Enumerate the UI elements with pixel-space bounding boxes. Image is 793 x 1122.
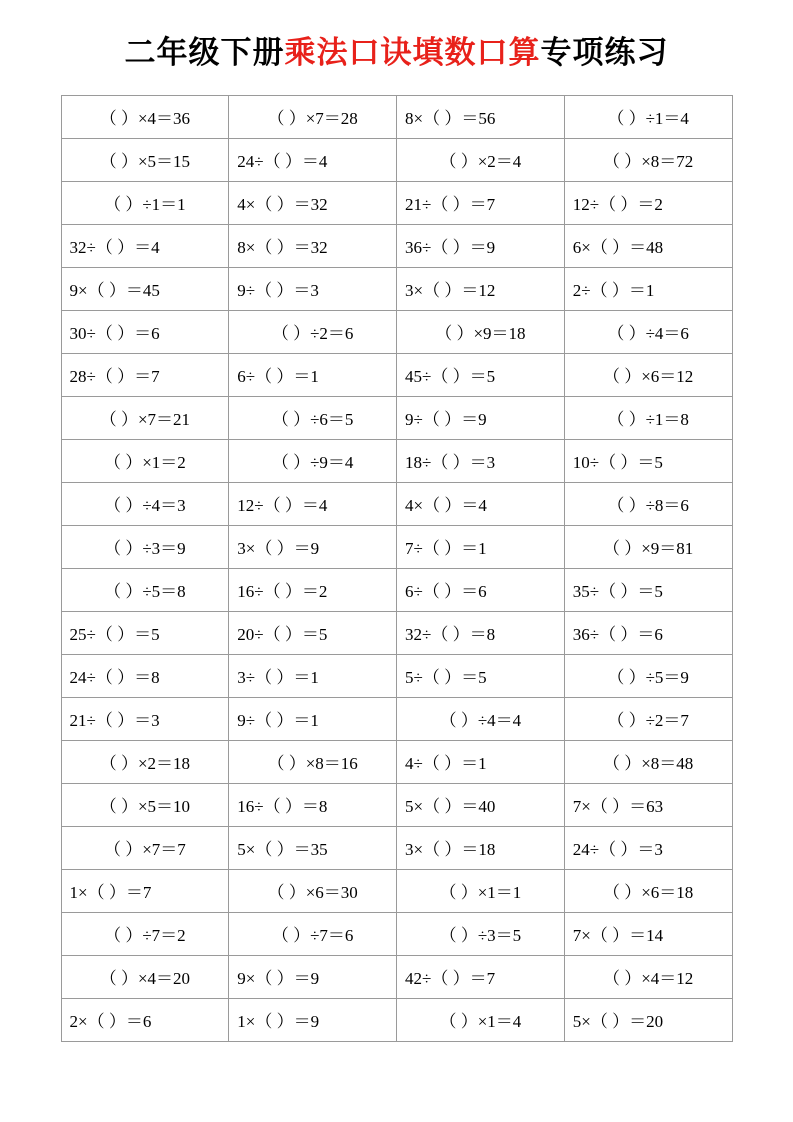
problem-cell[interactable]: 9÷（ ）＝3 (229, 267, 397, 310)
problem-cell[interactable]: 4÷（ ）＝1 (397, 740, 565, 783)
table-row (61, 138, 732, 181)
title-tail: 专项练习 (540, 35, 669, 70)
problem-cell[interactable]: （ ）×6＝30 (229, 869, 397, 912)
problem-cell[interactable]: 9×（ ）＝45 (61, 267, 229, 310)
problem-cell[interactable]: （ ）÷4＝6 (564, 310, 732, 353)
problem-cell[interactable]: 2×（ ）＝6 (61, 998, 229, 1041)
problem-cell[interactable]: 6÷（ ）＝1 (229, 353, 397, 396)
problem-cell[interactable]: 9÷（ ）＝1 (229, 697, 397, 740)
problem-cell[interactable]: （ ）×7＝21 (61, 396, 229, 439)
problem-cell[interactable]: 6÷（ ）＝6 (397, 568, 565, 611)
problem-cell[interactable]: （ ）÷5＝8 (61, 568, 229, 611)
table-row (61, 869, 732, 912)
problem-cell[interactable]: 5×（ ）＝40 (397, 783, 565, 826)
problem-cell[interactable]: （ ）×6＝12 (564, 353, 732, 396)
problem-cell[interactable]: （ ）÷4＝4 (397, 697, 565, 740)
problem-cell[interactable]: 4×（ ）＝4 (397, 482, 565, 525)
table-row (61, 353, 732, 396)
problem-cell[interactable]: （ ）×1＝1 (397, 869, 565, 912)
problem-cell[interactable]: 8×（ ）＝56 (397, 95, 565, 138)
problem-cell[interactable]: 16÷（ ）＝8 (229, 783, 397, 826)
problem-cell[interactable]: 7×（ ）＝14 (564, 912, 732, 955)
problem-cell[interactable]: 36÷（ ）＝6 (564, 611, 732, 654)
problem-cell[interactable]: （ ）×2＝18 (61, 740, 229, 783)
table-row (61, 525, 732, 568)
problem-cell[interactable]: 9÷（ ）＝9 (397, 396, 565, 439)
title-accent: 乘法口诀填数口算 (284, 35, 541, 70)
problem-cell[interactable]: （ ）×5＝15 (61, 138, 229, 181)
title-lead: 二年级下册 (124, 35, 285, 70)
problem-cell[interactable]: 24÷（ ）＝3 (564, 826, 732, 869)
page-title (56, 34, 737, 73)
problem-cell[interactable]: 5÷（ ）＝5 (397, 654, 565, 697)
table-row (61, 740, 732, 783)
problem-cell[interactable]: 30÷（ ）＝6 (61, 310, 229, 353)
problems-table (61, 95, 733, 1042)
table-row (61, 955, 732, 998)
problem-cell[interactable]: （ ）×5＝10 (61, 783, 229, 826)
problem-cell[interactable]: 10÷（ ）＝5 (564, 439, 732, 482)
table-row (61, 783, 732, 826)
problem-cell[interactable]: （ ）÷7＝6 (229, 912, 397, 955)
problem-cell[interactable]: 12÷（ ）＝2 (564, 181, 732, 224)
problem-cell[interactable]: 21÷（ ）＝7 (397, 181, 565, 224)
problem-cell[interactable]: 21÷（ ）＝3 (61, 697, 229, 740)
problem-cell[interactable]: 24÷（ ）＝8 (61, 654, 229, 697)
problem-cell[interactable]: 18÷（ ）＝3 (397, 439, 565, 482)
problem-cell[interactable]: 45÷（ ）＝5 (397, 353, 565, 396)
problem-cell[interactable]: 7×（ ）＝63 (564, 783, 732, 826)
problem-cell[interactable]: 3×（ ）＝9 (229, 525, 397, 568)
problem-cell[interactable]: （ ）×4＝36 (61, 95, 229, 138)
problem-cell[interactable]: 3×（ ）＝12 (397, 267, 565, 310)
table-row (61, 396, 732, 439)
problem-cell[interactable]: 8×（ ）＝32 (229, 224, 397, 267)
problem-cell[interactable]: （ ）×9＝18 (397, 310, 565, 353)
problem-cell[interactable]: 6×（ ）＝48 (564, 224, 732, 267)
problem-cell[interactable]: （ ）×4＝12 (564, 955, 732, 998)
problem-cell[interactable]: （ ）÷8＝6 (564, 482, 732, 525)
table-row (61, 998, 732, 1041)
problem-cell[interactable]: （ ）÷6＝5 (229, 396, 397, 439)
table-row (61, 310, 732, 353)
table-row (61, 697, 732, 740)
problem-cell[interactable]: 7÷（ ）＝1 (397, 525, 565, 568)
problem-cell[interactable]: 32÷（ ）＝8 (397, 611, 565, 654)
problem-cell[interactable]: 9×（ ）＝9 (229, 955, 397, 998)
problem-cell[interactable]: （ ）÷1＝4 (564, 95, 732, 138)
problem-cell[interactable]: （ ）×9＝81 (564, 525, 732, 568)
problem-cell[interactable]: 28÷（ ）＝7 (61, 353, 229, 396)
problem-cell[interactable]: 5×（ ）＝35 (229, 826, 397, 869)
problem-cell[interactable]: 1×（ ）＝9 (229, 998, 397, 1041)
table-row (61, 826, 732, 869)
problem-cell[interactable]: （ ）×8＝48 (564, 740, 732, 783)
problem-cell[interactable]: 12÷（ ）＝4 (229, 482, 397, 525)
problem-cell[interactable]: 3×（ ）＝18 (397, 826, 565, 869)
problem-cell[interactable]: （ ）×2＝4 (397, 138, 565, 181)
table-row (61, 95, 732, 138)
problem-cell[interactable]: 42÷（ ）＝7 (397, 955, 565, 998)
table-row (61, 611, 732, 654)
table-row (61, 568, 732, 611)
problem-cell[interactable]: （ ）÷7＝2 (61, 912, 229, 955)
table-row (61, 654, 732, 697)
problem-cell[interactable]: （ ）×7＝28 (229, 95, 397, 138)
problem-cell[interactable]: 20÷（ ）＝5 (229, 611, 397, 654)
table-row (61, 267, 732, 310)
problem-cell[interactable]: 3÷（ ）＝1 (229, 654, 397, 697)
problem-cell[interactable]: 24÷（ ）＝4 (229, 138, 397, 181)
problem-cell[interactable]: 36÷（ ）＝9 (397, 224, 565, 267)
problem-cell[interactable]: （ ）×8＝16 (229, 740, 397, 783)
problem-cell[interactable]: （ ）÷9＝4 (229, 439, 397, 482)
problems-table-body (61, 95, 732, 1041)
problem-cell[interactable]: （ ）×1＝4 (397, 998, 565, 1041)
problem-cell[interactable]: （ ）×6＝18 (564, 869, 732, 912)
problem-cell[interactable]: （ ）×1＝2 (61, 439, 229, 482)
problem-cell[interactable]: 5×（ ）＝20 (564, 998, 732, 1041)
problem-cell[interactable]: （ ）÷4＝3 (61, 482, 229, 525)
problem-cell[interactable]: 16÷（ ）＝2 (229, 568, 397, 611)
problem-cell[interactable]: 4×（ ）＝32 (229, 181, 397, 224)
problem-cell[interactable]: （ ）÷1＝1 (61, 181, 229, 224)
problem-cell[interactable]: （ ）÷5＝9 (564, 654, 732, 697)
problem-cell[interactable]: 1×（ ）＝7 (61, 869, 229, 912)
problem-cell[interactable]: （ ）÷3＝9 (61, 525, 229, 568)
problem-cell[interactable]: （ ）×7＝7 (61, 826, 229, 869)
problem-cell[interactable]: 32÷（ ）＝4 (61, 224, 229, 267)
problem-cell[interactable]: 25÷（ ）＝5 (61, 611, 229, 654)
table-row (61, 224, 732, 267)
problem-cell[interactable]: （ ）÷1＝8 (564, 396, 732, 439)
table-row (61, 439, 732, 482)
table-row (61, 912, 732, 955)
problem-cell[interactable]: （ ）÷3＝5 (397, 912, 565, 955)
table-row (61, 482, 732, 525)
problem-cell[interactable]: 35÷（ ）＝5 (564, 568, 732, 611)
problem-cell[interactable]: （ ）÷2＝7 (564, 697, 732, 740)
problem-cell[interactable]: （ ）×8＝72 (564, 138, 732, 181)
problem-cell[interactable]: （ ）×4＝20 (61, 955, 229, 998)
problem-cell[interactable]: 2÷（ ）＝1 (564, 267, 732, 310)
problem-cell[interactable]: （ ）÷2＝6 (229, 310, 397, 353)
table-row (61, 181, 732, 224)
